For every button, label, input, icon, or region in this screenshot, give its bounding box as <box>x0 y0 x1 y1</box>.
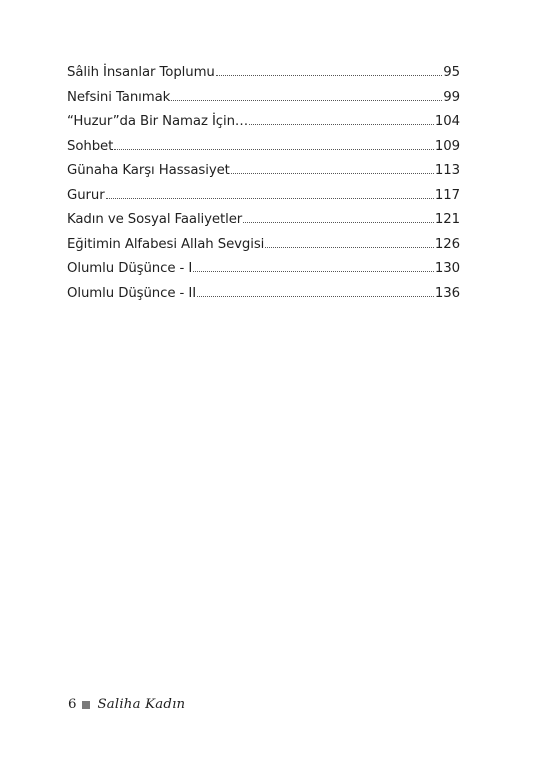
toc-entry-title: Eğitimin Alfabesi Allah Sevgisi <box>67 236 265 252</box>
toc-leader-dots <box>106 197 434 199</box>
table-of-contents <box>67 63 460 308</box>
toc-leader-dots <box>193 270 434 272</box>
toc-entry[interactable] <box>67 259 460 284</box>
toc-entry-title: Sâlih İnsanlar Toplumu <box>67 65 215 80</box>
toc-leader-dots <box>249 123 434 125</box>
toc-leader-dots <box>265 246 434 248</box>
toc-entry-title: Nefsini Tanımak <box>67 89 171 105</box>
toc-entry[interactable] <box>67 186 460 211</box>
toc-entry-title: Olumlu Düşünce - II <box>67 285 197 301</box>
toc-entry-page: 130 <box>434 261 460 276</box>
toc-leader-dots <box>197 295 434 297</box>
toc-entry[interactable] <box>67 112 460 137</box>
toc-entry-title: Günaha Karşı Hassasiyet <box>67 163 230 178</box>
toc-entry[interactable] <box>67 235 460 260</box>
toc-entry-title: “Huzur”da Bir Namaz İçin… <box>67 114 249 129</box>
toc-leader-dots <box>171 99 442 101</box>
toc-entry-title: Olumlu Düşünce - I <box>67 261 193 276</box>
toc-entry-title: Kadın ve Sosyal Faaliyetler <box>67 212 243 227</box>
toc-entry-page: 136 <box>434 285 460 301</box>
toc-entry[interactable] <box>67 161 460 186</box>
toc-entry-page: 99 <box>443 89 460 105</box>
toc-entry-page: 113 <box>434 163 460 178</box>
toc-entry[interactable] <box>67 284 460 309</box>
toc-entry-page: 126 <box>434 236 460 252</box>
page-footer <box>68 697 185 712</box>
footer-book-title: Saliha Kadın <box>97 697 186 712</box>
toc-entry-page: 95 <box>443 65 460 80</box>
toc-entry-page: 104 <box>434 114 460 129</box>
toc-entry[interactable] <box>67 210 460 235</box>
toc-leader-dots <box>216 74 443 76</box>
footer-page-number: 6 <box>68 697 77 712</box>
toc-entry-title: Sohbet <box>67 138 114 154</box>
toc-entry-page: 117 <box>434 187 460 203</box>
toc-entry[interactable] <box>67 63 460 88</box>
toc-entry-title: Gurur <box>67 187 105 203</box>
toc-entry[interactable] <box>67 88 460 113</box>
square-bullet-icon <box>82 701 90 709</box>
toc-leader-dots <box>231 172 434 174</box>
toc-entry-page: 109 <box>434 138 460 154</box>
toc-leader-dots <box>114 148 434 150</box>
toc-entry-page: 121 <box>434 212 460 227</box>
toc-entry[interactable] <box>67 137 460 162</box>
toc-leader-dots <box>243 221 434 223</box>
